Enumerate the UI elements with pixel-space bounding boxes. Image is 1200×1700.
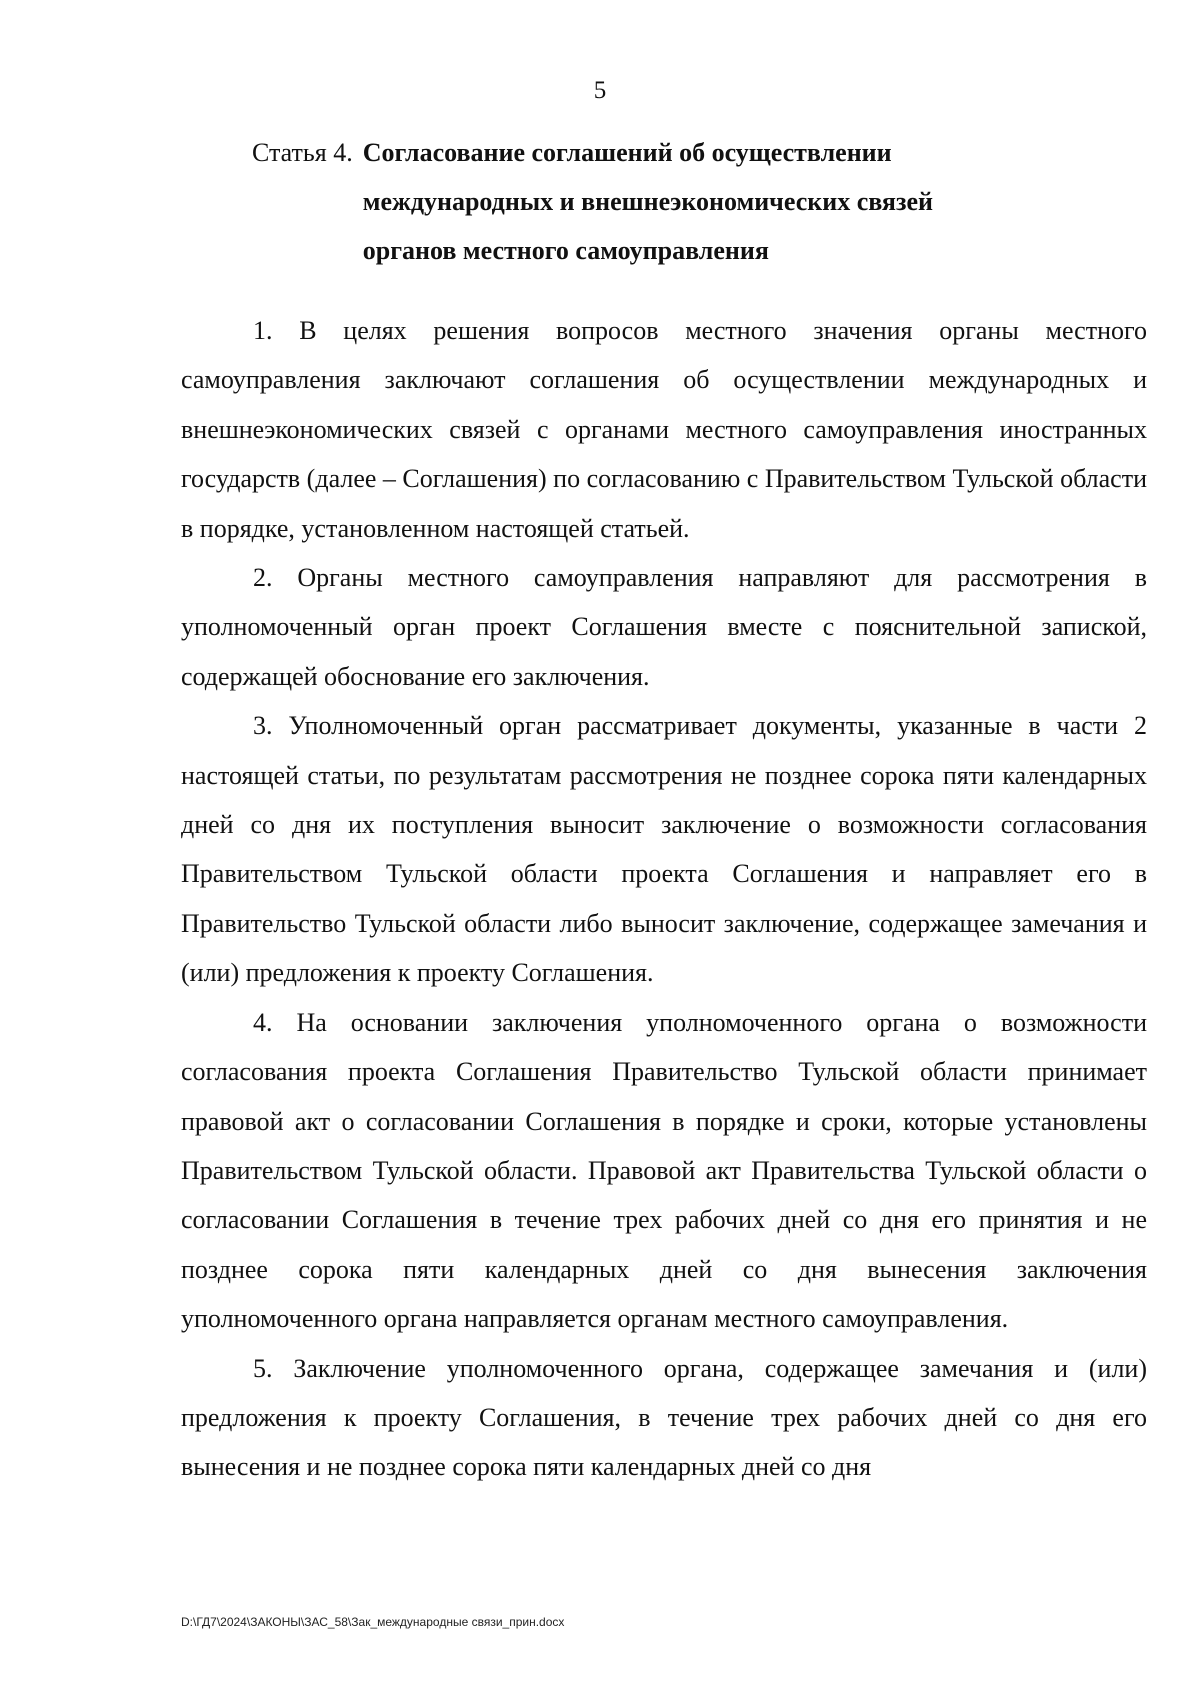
footer-file-path: D:\ГД7\2024\ЗАКОНЫ\ЗАС_58\Зак_международные связи_прин.docx: [181, 1615, 565, 1629]
article-body: [181, 306, 1147, 1492]
article-title: Согласование соглашений об осуществлении международных и внешнеэкономических связей органов местного самоуправления: [362, 138, 933, 265]
paragraph-1: 1. В целях решения вопросов местного значения органы местного самоуправления заключают соглашения об осуществлении международных и внешнеэкономических связей с органами местного самоуправления иностранных государств (далее – Соглашения) по согласованию с Правительством Тульской области в порядке, установленном настоящей статьей.: [181, 316, 1147, 543]
paragraph-3: 3. Уполномоченный орган рассматривает документы, указанные в части 2 настоящей статьи, по результатам рассмотрения не позднее сорока пяти календарных дней со дня их поступления выносит заключение о возможности согласования Правительством Тульской области проекта Соглашения и направляет его в Правительство Тульской области либо выносит заключение, содержащее замечания и (или) предложения к проекту Соглашения.: [181, 711, 1147, 988]
paragraph-2: 2. Органы местного самоуправления направляют для рассмотрения в уполномоченный орган проект Соглашения вместе с пояснительной запиской, содержащей обоснование его заключения.: [181, 563, 1147, 691]
article-label: Статья 4.: [252, 138, 353, 167]
paragraph-4: 4. На основании заключения уполномоченного органа о возможности согласования проекта Соглашения Правительство Тульской области принимает правовой акт о согласовании Соглашения в порядке и сроки, которые установлены Правительством Тульской области. Правовой акт Правительства Тульской области о согласовании Соглашения в течение трех рабочих дней со дня его принятия и не позднее сорока пяти календарных дней со дня вынесения заключения уполномоченного органа направляется органам местного самоуправления.: [181, 1007, 1147, 1334]
page-number: 5: [593, 77, 607, 104]
paragraph-5: 5. Заключение уполномоченного органа, содержащее замечания и (или) предложения к проекту Соглашения, в течение трех рабочих дней со дня его вынесения и не позднее сорока пяти календарных дней со дня: [181, 1353, 1147, 1482]
article-heading: [252, 128, 1032, 275]
